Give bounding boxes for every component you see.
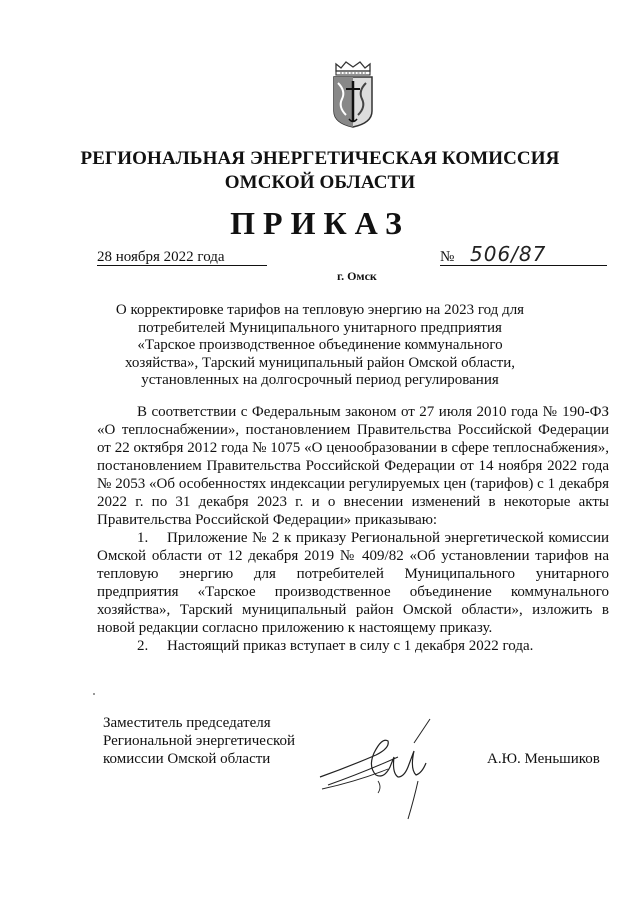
preamble: В соответствии с Федеральным законом от 27 июля 2010 года № 190-ФЗ «О теплоснабжении», постановлением Правительства Российской Федерации от 22 октября 2012 года № 1075 «О ценообразовании в сфере теплоснабжения», постановлением Правительства Российской Федерации от 14 ноября 2022 года № 2053 «Об особенностях индексации регулируемых цен (тарифов) с 1 декабря 2022 г. по 31 декабря 2023 г. и о внесении изменений в некоторые акты Правительства Российской Федерации» приказываю:: [97, 404, 609, 528]
omsk-coat-of-arms-icon: [328, 61, 378, 129]
document-subject: О корректировке тарифов на тепловую энергию на 2023 год для потребителей Муниципального унитарного предприятия «Тарское производственное объединение коммунального хозяйства», Тарский муниципальный район Омской области, установленных на долгосрочный период регулирования: [115, 302, 525, 388]
document-date: 28 ноября 2022 года: [97, 249, 225, 265]
org-title-line1: РЕГИОНАЛЬНАЯ ЭНЕРГЕТИЧЕСКАЯ КОМИССИЯ: [80, 148, 560, 169]
document-body: [97, 403, 609, 655]
signer-role-line1: Заместитель председателя: [103, 715, 271, 731]
number-underline: [440, 265, 607, 266]
list-item-text: Настоящий приказ вступает в силу с 1 декабря 2022 года.: [167, 638, 534, 654]
list-item-number: 1.: [137, 530, 149, 546]
org-title-line2: ОМСКОЙ ОБЛАСТИ: [224, 172, 416, 193]
list-item-text: Приложение № 2 к приказу Региональной энергетической комиссии Омской области от 12 декабря 2019 № 409/82 «Об установлении тарифов на тепловую энергию для потребителей Муниципального унитарного предприятия «Тарское производственное объединение коммунального хозяйства», Тарский муниципальный район Омской области», изложить в новой редакции согласно приложению к настоящему приказу.: [97, 530, 609, 636]
list-item: [97, 529, 609, 637]
scan-artifact: [93, 693, 95, 695]
signer-name: А.Ю. Меньшиков: [487, 751, 600, 767]
document-city: г. Омск: [337, 269, 377, 283]
signer-role-line2: Региональной энергетической: [103, 733, 296, 749]
list-item: [97, 637, 609, 655]
document-type: ПРИКАЗ: [230, 205, 410, 241]
date-underline: [97, 265, 267, 266]
list-item-number: 2.: [137, 638, 149, 654]
document-number: 506/87: [470, 242, 547, 266]
signer-role: [103, 714, 295, 768]
document-number-label: №: [440, 249, 455, 265]
signer-role-line3: комиссии Омской области: [103, 751, 271, 767]
handwritten-signature-icon: [318, 715, 438, 825]
